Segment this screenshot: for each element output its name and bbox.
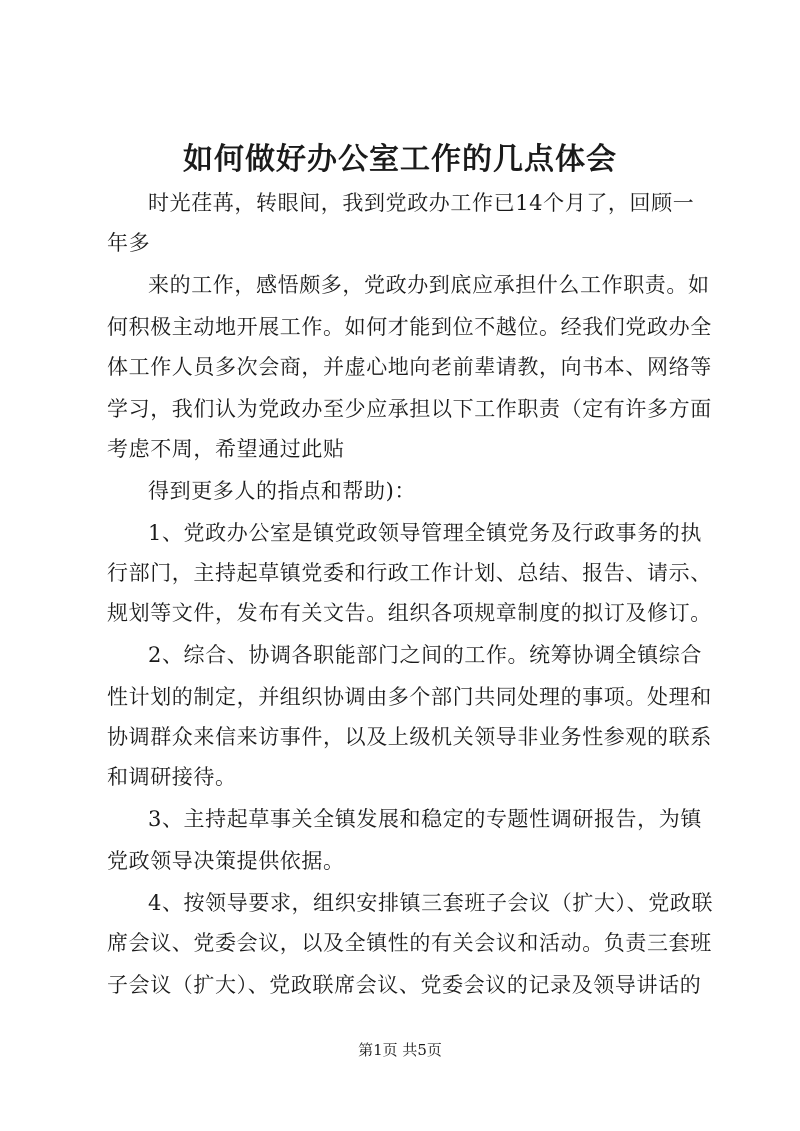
- body-line-16: 3、主持起草事关全镇发展和稳定的专题性调研报告，为镇: [148, 807, 702, 831]
- document-title: 如何做好办公室工作的几点体会: [183, 142, 617, 177]
- body-line-10: 行部门，主持起草镇党委和行政工作计划、总结、报告、请示、: [107, 561, 712, 585]
- body-line-2: 年多: [107, 231, 151, 255]
- body-line-15: 和调研接待。: [107, 765, 237, 789]
- body-line-20: 子会议（扩大）、党政联席会议、党委会议的记录及领导讲话的: [107, 973, 702, 997]
- body-line-19: 席会议、党委会议，以及全镇性的有关会议和活动。负责三套班: [107, 931, 712, 955]
- body-line-7: 考虑不周，希望通过此贴: [107, 437, 345, 461]
- body-line-17: 党政领导决策提供依据。: [107, 849, 345, 873]
- page-footer: 第1页 共5页: [358, 1041, 442, 1059]
- body-line-4: 何积极主动地开展工作。如何才能到位不越位。经我们党政办全: [107, 315, 712, 339]
- body-line-9: 1、党政办公室是镇党政领导管理全镇党务及行政事务的执: [148, 521, 702, 545]
- body-line-5: 体工作人员多次会商，并虚心地向老前辈请教，向书本、网络等: [107, 355, 712, 379]
- body-line-3: 来的工作，感悟颇多，党政办到底应承担什么工作职责。如: [148, 273, 710, 297]
- body-line-8: 得到更多人的指点和帮助)：: [148, 479, 416, 503]
- body-line-12: 2、综合、协调各职能部门之间的工作。统筹协调全镇综合: [148, 643, 702, 667]
- body-line-18: 4、按领导要求，组织安排镇三套班子会议（扩大）、党政联: [148, 891, 714, 915]
- body-line-13: 性计划的制定，并组织协调由多个部门共同处理的事项。处理和: [107, 685, 712, 709]
- body-line-6: 学习，我们认为党政办至少应承担以下工作职责（定有许多方面: [107, 397, 712, 421]
- body-line-14: 协调群众来信来访事件，以及上级机关领导非业务性参观的联系: [107, 725, 712, 749]
- body-line-11: 规划等文件，发布有关文告。组织各项规章制度的拟订及修订。: [107, 601, 712, 625]
- body-line-1: 时光荏苒，转眼间，我到党政办工作已14个月了，回顾一: [148, 191, 695, 215]
